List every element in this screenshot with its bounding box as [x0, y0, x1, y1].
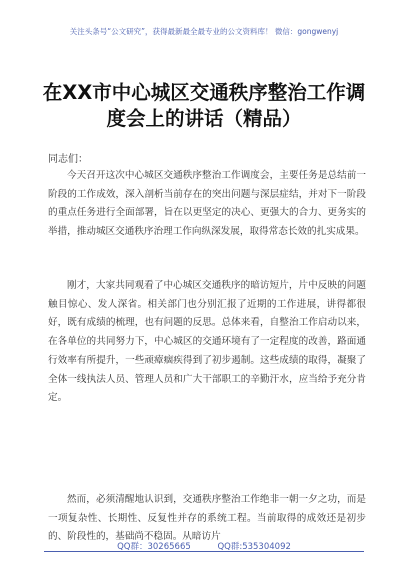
- paragraph: 刚才，大家共同观看了中心城区交通秩序的暗访短片，片中反映的问题触目惊心、发人深省。相关部门也分别汇报了近期的工作进展，讲得都很好，既有成绩的梳理，也有问题的反思。总体来看，自整治工作启动以来，在各单位的共同努力下，中心城区的交通环境有了一定程度的改善，路面通行效率有所提升，一些顽瘴痼疾得到了初步遏制。这些成绩的取得，凝聚了全体一线执法人员、管理人员和广大干部职工的辛勤汗水，应当给予充分肯定。: [48, 280, 366, 404]
- header-note: 关注头条号“公文研究”，获得最新最全最专业的公文资料库！ 微信：gongwenyj: [69, 27, 339, 36]
- paragraph: 然而，必须清醒地认识到，交通秩序整治工作绝非一朝一夕之功，而是一项复杂性、长期性、反复性并存的系统工程。当前取得的成效还是初步的、阶段性的，基础尚不稳固。从暗访片: [48, 494, 366, 543]
- salutation: 同志们：: [48, 154, 88, 165]
- footer-qq-group-1: QQ群：30265665: [117, 542, 191, 552]
- paragraph: 今天召开这次中心城区交通秩序整治工作调度会，主要任务是总结前一阶段的工作成效，深入剖析当前存在的突出问题与深层症结，并对下一阶段的重点任务进行全面部署，旨在以更坚定的决心、更强大的合力、更务实的举措，推动城区交通秩序治理工作向纵深发展，取得常态长效的扎实成果。: [48, 170, 366, 238]
- footer-qq-group-2: QQ群:535304092: [217, 542, 291, 552]
- footer-divider: [44, 551, 364, 552]
- document-title: 在XX市中心城区交通秩序整治工作调度会上的讲话（精品）: [42, 81, 366, 130]
